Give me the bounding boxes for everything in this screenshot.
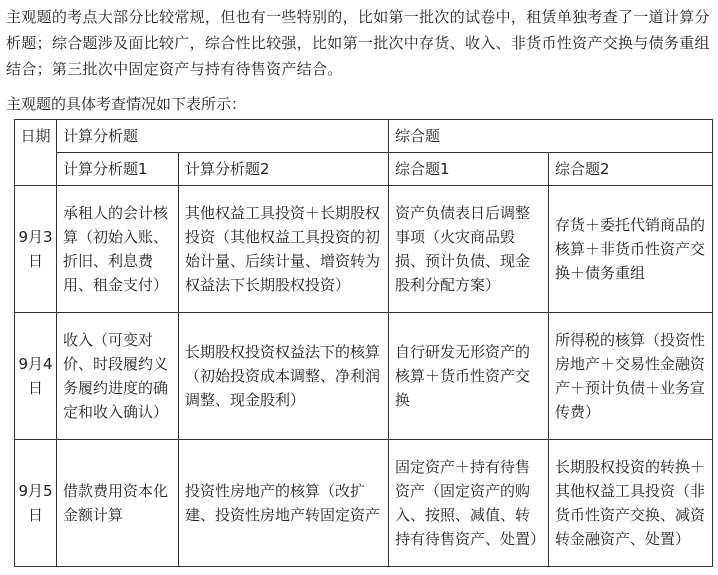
table-header-row-1 bbox=[15, 120, 713, 153]
comp1-cell: 资产负债表日后调整事项（火灾商品毁损、预计负债、现金股利分配方案） bbox=[389, 186, 549, 313]
comp2-cell: 存货＋委托代销商品的核算＋非货币性资产交换＋债务重组 bbox=[549, 186, 713, 313]
calc2-header: 计算分析题2 bbox=[179, 153, 389, 186]
calc-group-header: 计算分析题 bbox=[57, 120, 389, 153]
calc2-cell: 其他权益工具投资＋长期股权投资（其他权益工具投资的初始计量、后续计量、增资转为权益法下长期股权投资） bbox=[179, 186, 389, 313]
date-cell: 9月3日 bbox=[15, 186, 57, 313]
table-caption: 主观题的具体考查情况如下表所示： bbox=[6, 95, 247, 113]
calc2-cell: 投资性房地产的核算（改扩建、投资性房地产转固定资产 bbox=[179, 440, 389, 567]
calc1-header: 计算分析题1 bbox=[57, 153, 179, 186]
calc1-cell: 承租人的会计核算（初始入账、折旧、利息费用、租金支付） bbox=[57, 186, 179, 313]
calc1-cell: 借款费用资本化金额计算 bbox=[57, 440, 179, 567]
exam-table bbox=[14, 119, 713, 567]
date-header-cell: 日期 bbox=[15, 120, 57, 186]
comp1-cell: 自行研发无形资产的核算＋货币性资产交换 bbox=[389, 313, 549, 440]
comp2-cell: 所得税的核算（投资性房地产＋交易性金融资产＋预计负债＋业务宣传费） bbox=[549, 313, 713, 440]
comp1-cell: 固定资产＋持有待售资产（固定资产的购入、按照、减值、转持有待售资产、处置） bbox=[389, 440, 549, 567]
intro-paragraph: 主观题的考点大部分比较常规，但也有一些特别的，比如第一批次的试卷中，租赁单独考查了一道计算分析题；综合题涉及面比较广，综合性比较强，比如第一批次中存货、收入、非货币性资产交换与债务重组结合；第三批次中固定资产与持有待售资产结合。 bbox=[6, 8, 710, 78]
comp1-header: 综合题1 bbox=[389, 153, 549, 186]
table-header-row-2 bbox=[15, 153, 713, 186]
date-cell: 9月4日 bbox=[15, 313, 57, 440]
date-cell: 9月5日 bbox=[15, 440, 57, 567]
comp-group-header: 综合题 bbox=[389, 120, 713, 153]
table-row bbox=[15, 440, 713, 567]
table-row bbox=[15, 313, 713, 440]
calc1-cell: 收入（可变对价、时段履约义务履约进度的确定和收入确认） bbox=[57, 313, 179, 440]
comp2-header: 综合题2 bbox=[549, 153, 713, 186]
calc2-cell: 长期股权投资权益法下的核算（初始投资成本调整、净利润调整、现金股利） bbox=[179, 313, 389, 440]
comp2-cell: 长期股权投资的转换＋其他权益工具投资（非货币性资产交换、减资转金融资产、处置） bbox=[549, 440, 713, 567]
table-row bbox=[15, 186, 713, 313]
